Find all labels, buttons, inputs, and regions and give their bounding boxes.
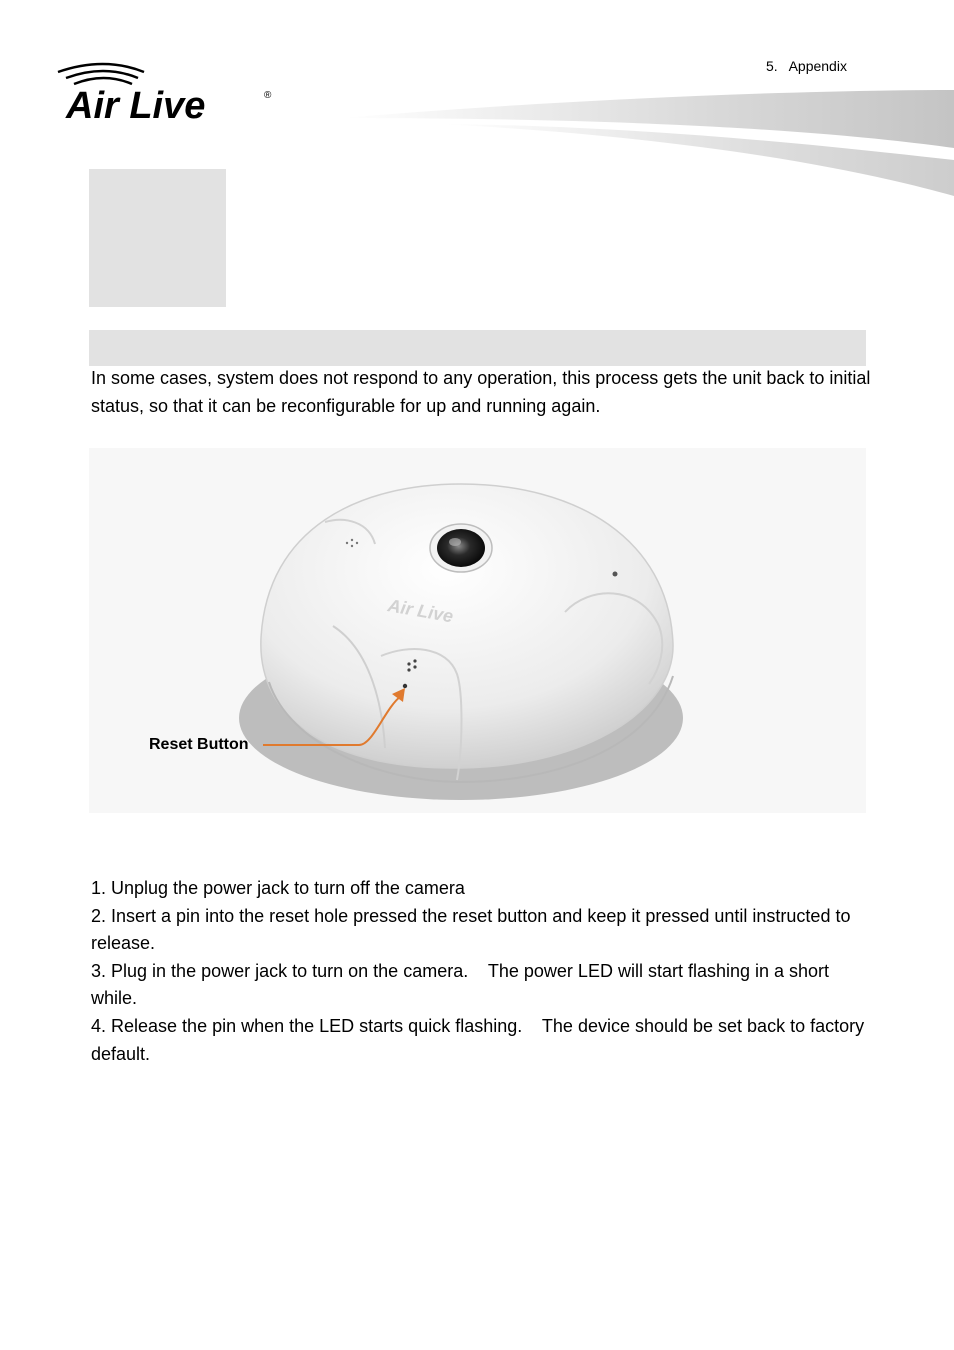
step-item: 4. Release the pin when the LED starts quick flashing. The device should be set back to factory default. — [91, 1015, 870, 1064]
reset-button-label: Reset Button — [149, 736, 249, 753]
camera-lens — [430, 524, 492, 572]
logo-text: Air Live — [66, 85, 206, 127]
header-swoosh — [340, 84, 954, 199]
wifi-arcs-icon — [58, 64, 144, 84]
device-logo-text: Air Live — [386, 595, 455, 627]
intro-paragraph: In some cases, system does not respond to any operation, this process gets the unit back to initial status, so that it can be reconfigurable for up and running again. — [91, 368, 871, 416]
section-heading-bar — [89, 330, 866, 366]
logo-registered-mark: ® — [264, 90, 272, 101]
chapter-label: 5. Appendix — [766, 58, 847, 74]
step-item: 3. Plug in the power jack to turn on the camera. The power LED will start flashing in a short while. — [91, 960, 835, 1009]
camera-reset-figure — [89, 448, 866, 813]
airlive-logo — [52, 58, 278, 128]
reset-hole — [403, 684, 407, 688]
reset-steps — [91, 875, 871, 1068]
step-item: 1. Unplug the power jack to turn off the camera — [91, 878, 465, 898]
step-item: 2. Insert a pin into the reset hole pressed the reset button and keep it pressed until instructed to release. — [91, 905, 856, 954]
chapter-number-box — [89, 169, 226, 307]
